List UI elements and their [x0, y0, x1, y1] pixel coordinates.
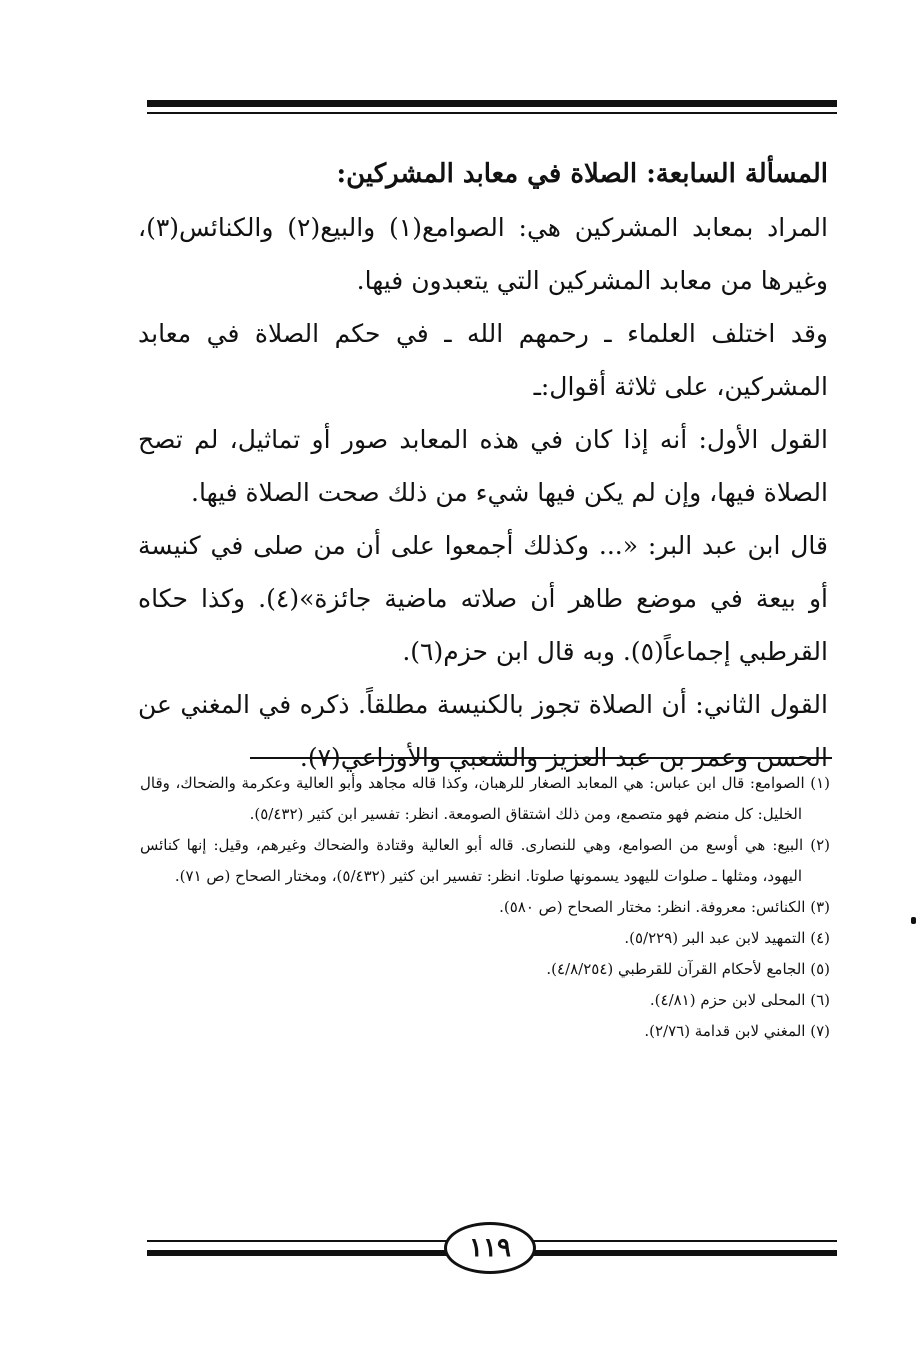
paragraph-definition: المراد بمعابد المشركين هي: الصوامع(١) والبيع(٢) والكنائس(٣)، وغيرها من معابد المشركين التي يتعبدون فيها.	[138, 213, 828, 295]
footnote-1: (١) الصوامع: قال ابن عباس: هي المعابد الصغار للرهبان، وكذا قاله مجاهد وأبو العالية وعكرمة والضحاك، وقال الخليل: كل منضم فهو متصمع، ومن ذلك اشتقاق الصومعة. انظر: تفسير ابن كثير (٥/٤٣٢).	[140, 774, 830, 823]
paragraph-second-opinion: القول الثاني: أن الصلاة تجوز بالكنيسة مطلقاً. ذكره في المغني عن الحسن وعمر بن عبد العزيز والشعبي والأوزاعي(٧).	[138, 690, 828, 772]
footnote-5: (٥) الجامع لأحكام القرآن للقرطبي (٤/٨/٢٥٤).	[546, 960, 830, 978]
footnote-2: (٢) البيع: هي أوسع من الصوامع، وهي للنصارى. قاله أبو العالية وقتادة والضحاك وغيرهم، وقيل: إنها كنائس اليهود، ومثلها ـ صلوات لليهود يسمونها صلوتا. انظر: تفسير ابن كثير (٥/٤٣٢)، ومختار الصحاح (ص ٧١).	[140, 836, 830, 885]
page-number: ١١٩	[444, 1222, 536, 1274]
paragraph-disagreement: وقد اختلف العلماء ـ رحمهم الله ـ في حكم الصلاة في معابد المشركين، على ثلاثة أقوال:ـ	[138, 319, 828, 401]
main-text	[138, 148, 828, 784]
footnote-4: (٤) التمهيد لابن عبد البر (٥/٢٢٩).	[624, 929, 830, 947]
footnotes	[140, 768, 830, 1047]
footnote-6: (٦) المحلى لابن حزم (٤/٨١).	[649, 991, 830, 1009]
margin-mark	[911, 917, 916, 924]
top-rule-thick	[147, 100, 837, 107]
footnote-divider	[250, 757, 832, 759]
top-rule-thin	[147, 112, 837, 114]
footnote-3: (٣) الكنائس: معروفة. انظر: مختار الصحاح (ص ٥٨٠).	[499, 898, 830, 916]
footnote-7: (٧) المغني لابن قدامة (٢/٧٦).	[644, 1022, 830, 1040]
paragraph-ibn-abd-al-barr: قال ابن عبد البر: «... وكذلك أجمعوا على أن من صلى في كنيسة أو بيعة في موضع طاهر أن صلاته ماضية جائزة»(٤). وكذا حكاه القرطبي إجماعاً(٥). وبه قال ابن حزم(٦).	[138, 531, 828, 666]
section-heading: المسألة السابعة: الصلاة في معابد المشركين:	[336, 159, 828, 189]
paragraph-first-opinion: القول الأول: أنه إذا كان في هذه المعابد صور أو تماثيل، لم تصح الصلاة فيها، وإن لم يكن فيها شيء من ذلك صحت الصلاة فيها.	[138, 425, 828, 507]
